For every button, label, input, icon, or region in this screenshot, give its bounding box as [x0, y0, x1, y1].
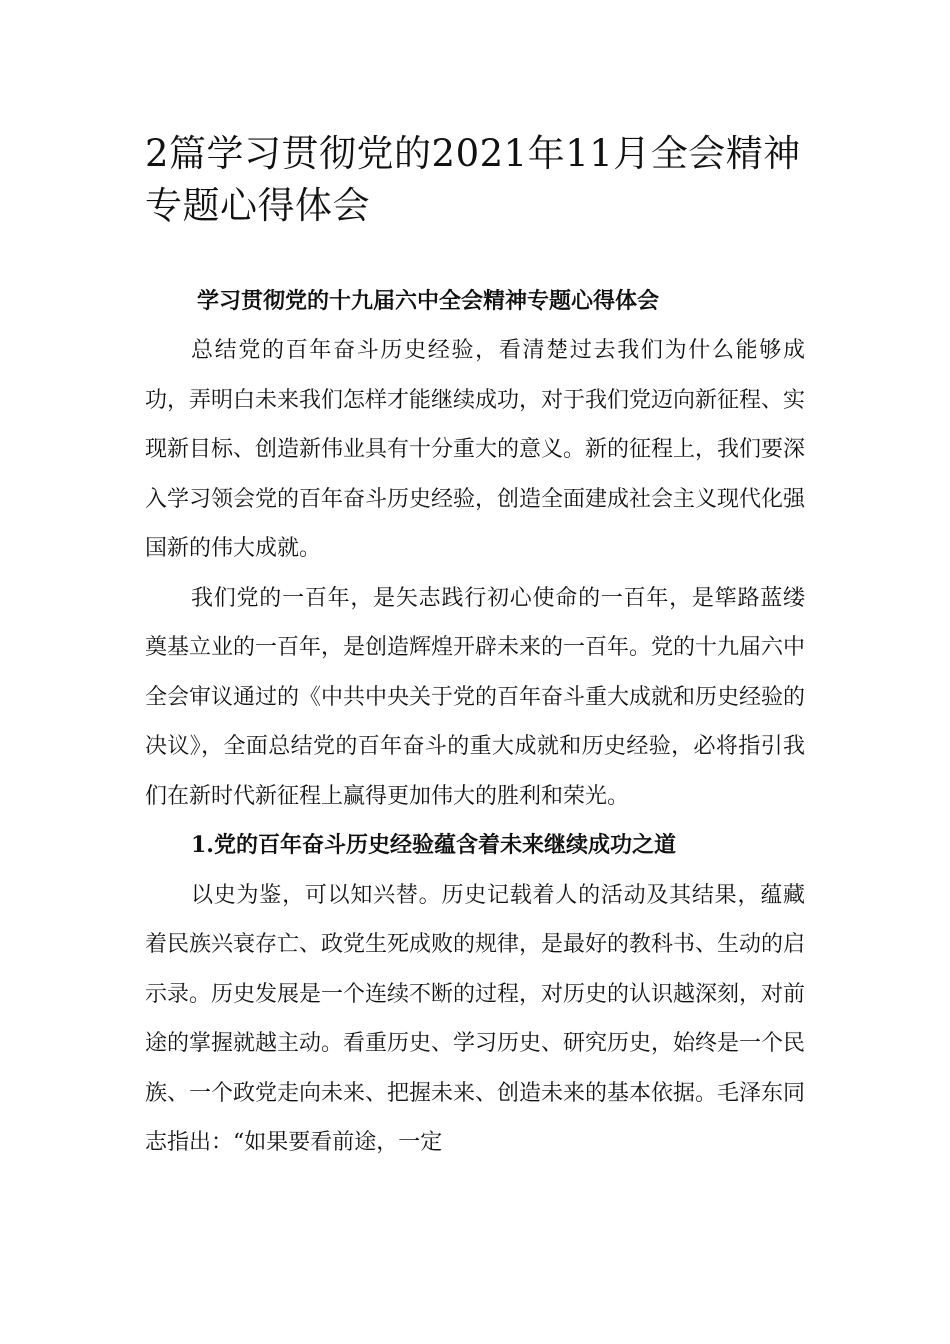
section-title: 学习贯彻党的十九届六中全会精神专题心得体会 [197, 288, 660, 314]
paragraph-1: 总结党的百年奋斗历史经验，看清楚过去我们为什么能够成功，弄明白未来我们怎样才能继续成功，对于我们党迈向新征程、实现新目标、创造新伟业具有十分重大的意义。新的征程上，我们要深入学习领会党的百年奋斗历史经验，创造全面建成社会主义现代化强国新的伟大成就。 [145, 338, 806, 561]
sub-heading-1: 1.党的百年奋斗历史经验蕴含着未来继续成功之道 [191, 832, 676, 858]
document-body [145, 277, 805, 1168]
paragraph-2: 我们党的一百年，是矢志践行初心使命的一百年，是筚路蓝缕奠基立业的一百年，是创造辉煌开辟未来的一百年。党的十九届六中全会审议通过的《中共中央关于党的百年奋斗重大成就和历史经验的决议》，全面总结党的百年奋斗的重大成就和历史经验，必将指引我们在新时代新征程上赢得更加伟大的胜利和荣光。 [145, 585, 806, 809]
document-title: 2篇学习贯彻党的2021年11月全会精神专题心得体会 [145, 132, 801, 227]
paragraph-3: 以史为鉴，可以知兴替。历史记载着人的活动及其结果，蕴藏着民族兴衰存亡、政党生死成败的规律，是最好的教科书、生动的启示录。历史发展是一个连续不断的过程，对历史的认识越深刻，对前途的掌握就越主动。看重历史、学习历史、研究历史，始终是一个民族、一个政党走向未来、把握未来、创造未来的基本依据。毛泽东同志指出：“如果要看前途，一定 [145, 882, 806, 1155]
